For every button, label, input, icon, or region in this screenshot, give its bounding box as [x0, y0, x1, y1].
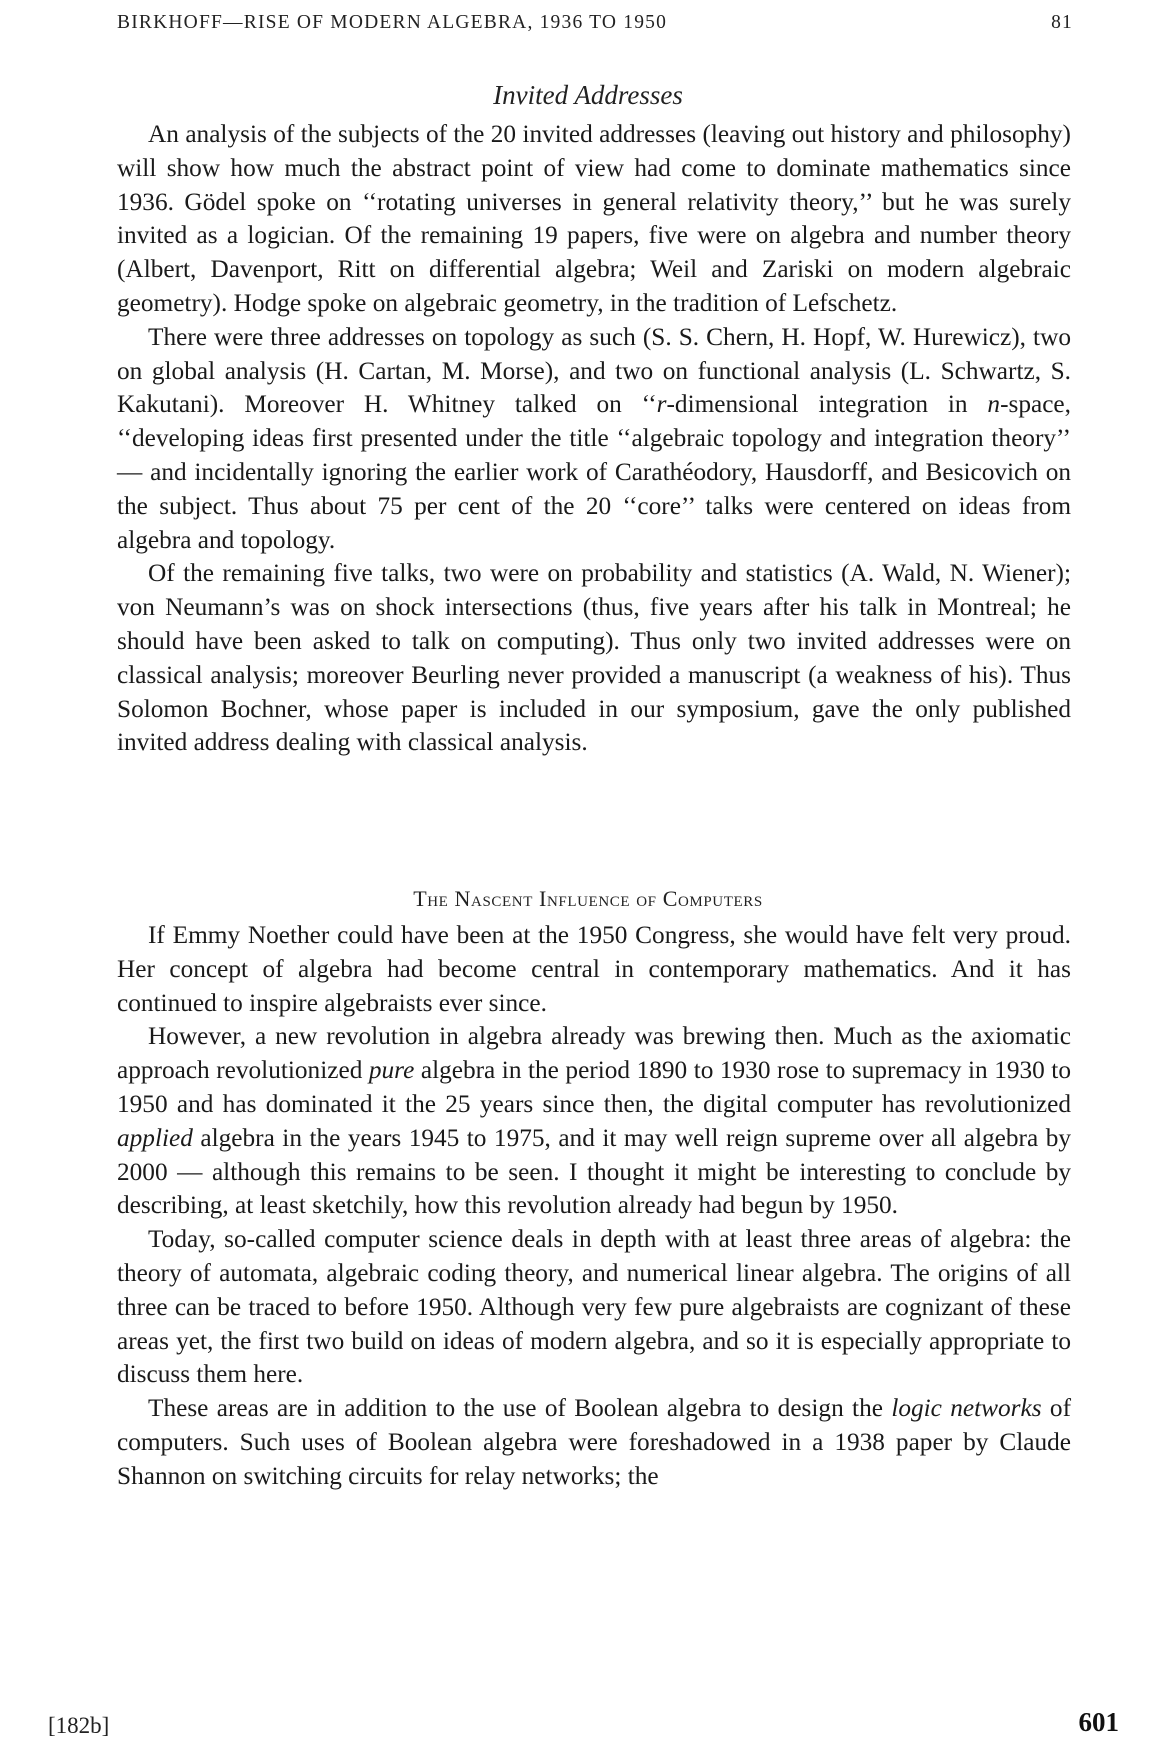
paragraph: [117, 1223, 1071, 1392]
text-run: of computers. Such uses of Boolean algebra were foreshadowed in a 1938 paper by Claude Shannon on switching circuits for relay networks; the: [117, 1394, 1071, 1490]
paragraph: [117, 321, 1071, 558]
running-header: [117, 12, 1073, 34]
section-body-invited-addresses: [117, 118, 1071, 760]
text-run: There were three addresses on topology as such (S. S. Chern, H. Hopf, W. Hurewicz), two on global analysis (H. Cartan, M. Morse), and two on functional analysis (L. Schwartz, S. Kakutani). Moreover H. Whitney talked on ‘‘: [117, 322, 1071, 419]
running-title: BIRKHOFF—RISE OF MODERN ALGEBRA, 1936 TO 1950: [117, 12, 668, 33]
text-run: algebra in the period 1890 to 1930 rose to supremacy in 1930 to 1950 and has dominated it the 25 years since then, the digital computer has revolutionized: [117, 1056, 1071, 1118]
paragraph: [117, 919, 1071, 1020]
section-title-invited-addresses: Invited Addresses: [493, 80, 683, 110]
text-run: -space, ‘‘developing ideas first presented under the title ‘‘algebraic topology and integration theory’’ — and incidentally ignoring the earlier work of Carathéodory, Hausdorff, and Besicovich on the subject. Thus about 75 per cent of the 20 ‘‘core’’ talks were centered on ideas from algebra and topology.: [117, 390, 1071, 554]
section-body-nascent-influence: [117, 919, 1071, 1494]
paragraph: [117, 118, 1071, 321]
header-page-number: 81: [1051, 12, 1073, 33]
paragraph: [117, 1020, 1071, 1223]
paragraph: [117, 1392, 1071, 1493]
paragraph: [117, 557, 1071, 760]
text-run: However, a new revolution in algebra already was brewing then. Much as the axiomatic approach revolutionized: [117, 1022, 1071, 1085]
italic-run: pure: [368, 1056, 415, 1085]
text-run: If Emmy Noether could have been at the 1950 Congress, she would have felt very proud. Her concept of algebra had become central in contemporary mathematics. And it has continued to inspire algebraists ever since.: [117, 921, 1071, 1017]
footer-page-number: 601: [1078, 1707, 1119, 1737]
italic-run: logic networks: [891, 1394, 1042, 1423]
italic-run: applied: [117, 1123, 193, 1152]
text-run: An analysis of the subjects of the 20 invited addresses (leaving out history and philosophy) will show how much the abstract point of view had come to dominate mathematics since 1936. Gödel spoke on ‘‘rotating universes in general relativity theory,’’ but he was surely invited as a logician. Of the remaining 19 papers, five were on algebra and number theory (Albert, Davenport, Ritt on differential algebra; Weil and Zariski on modern algebraic geometry). Hodge spoke on algebraic geometry, in the tradition of Lefschetz.: [117, 120, 1071, 317]
italic-run: r: [656, 390, 667, 419]
section-title-nascent-influence: The Nascent Influence of Computers: [413, 886, 763, 911]
text-run: -dimensional integration in: [666, 390, 988, 419]
footer-reference: [182b]: [48, 1713, 110, 1738]
text-run: Today, so-called computer science deals in depth with at least three areas of algebra: the theory of automata, algebraic coding theory, and numerical linear algebra. The origins of all three can be traced to before 1950. Although very few pure algebraists are cognizant of these areas yet, the first two build on ideas of modern algebra, and so it is especially appropriate to discuss them here.: [117, 1225, 1071, 1389]
text-run: algebra in the years 1945 to 1975, and it may well reign supreme over all algebra by 2000 — although this remains to be seen. I thought it might be interesting to conclude by describing, at least sketchily, how this revolution already had begun by 1950.: [117, 1123, 1071, 1220]
text-run: These areas are in addition to the use of Boolean algebra to design the: [148, 1394, 892, 1423]
text-run: Of the remaining five talks, two were on probability and statistics (A. Wald, N. Wiener); von Neumann’s was on shock intersections (thus, five years after his talk in Montreal; he should have been asked to talk on computing). Thus only two invited addresses were on classical analysis; moreover Beurling never provided a manuscript (a weakness of his). Thus Solomon Bochner, whose paper is included in our symposium, gave the only published invited address dealing with classical analysis.: [117, 559, 1071, 757]
italic-run: n: [987, 390, 1001, 419]
